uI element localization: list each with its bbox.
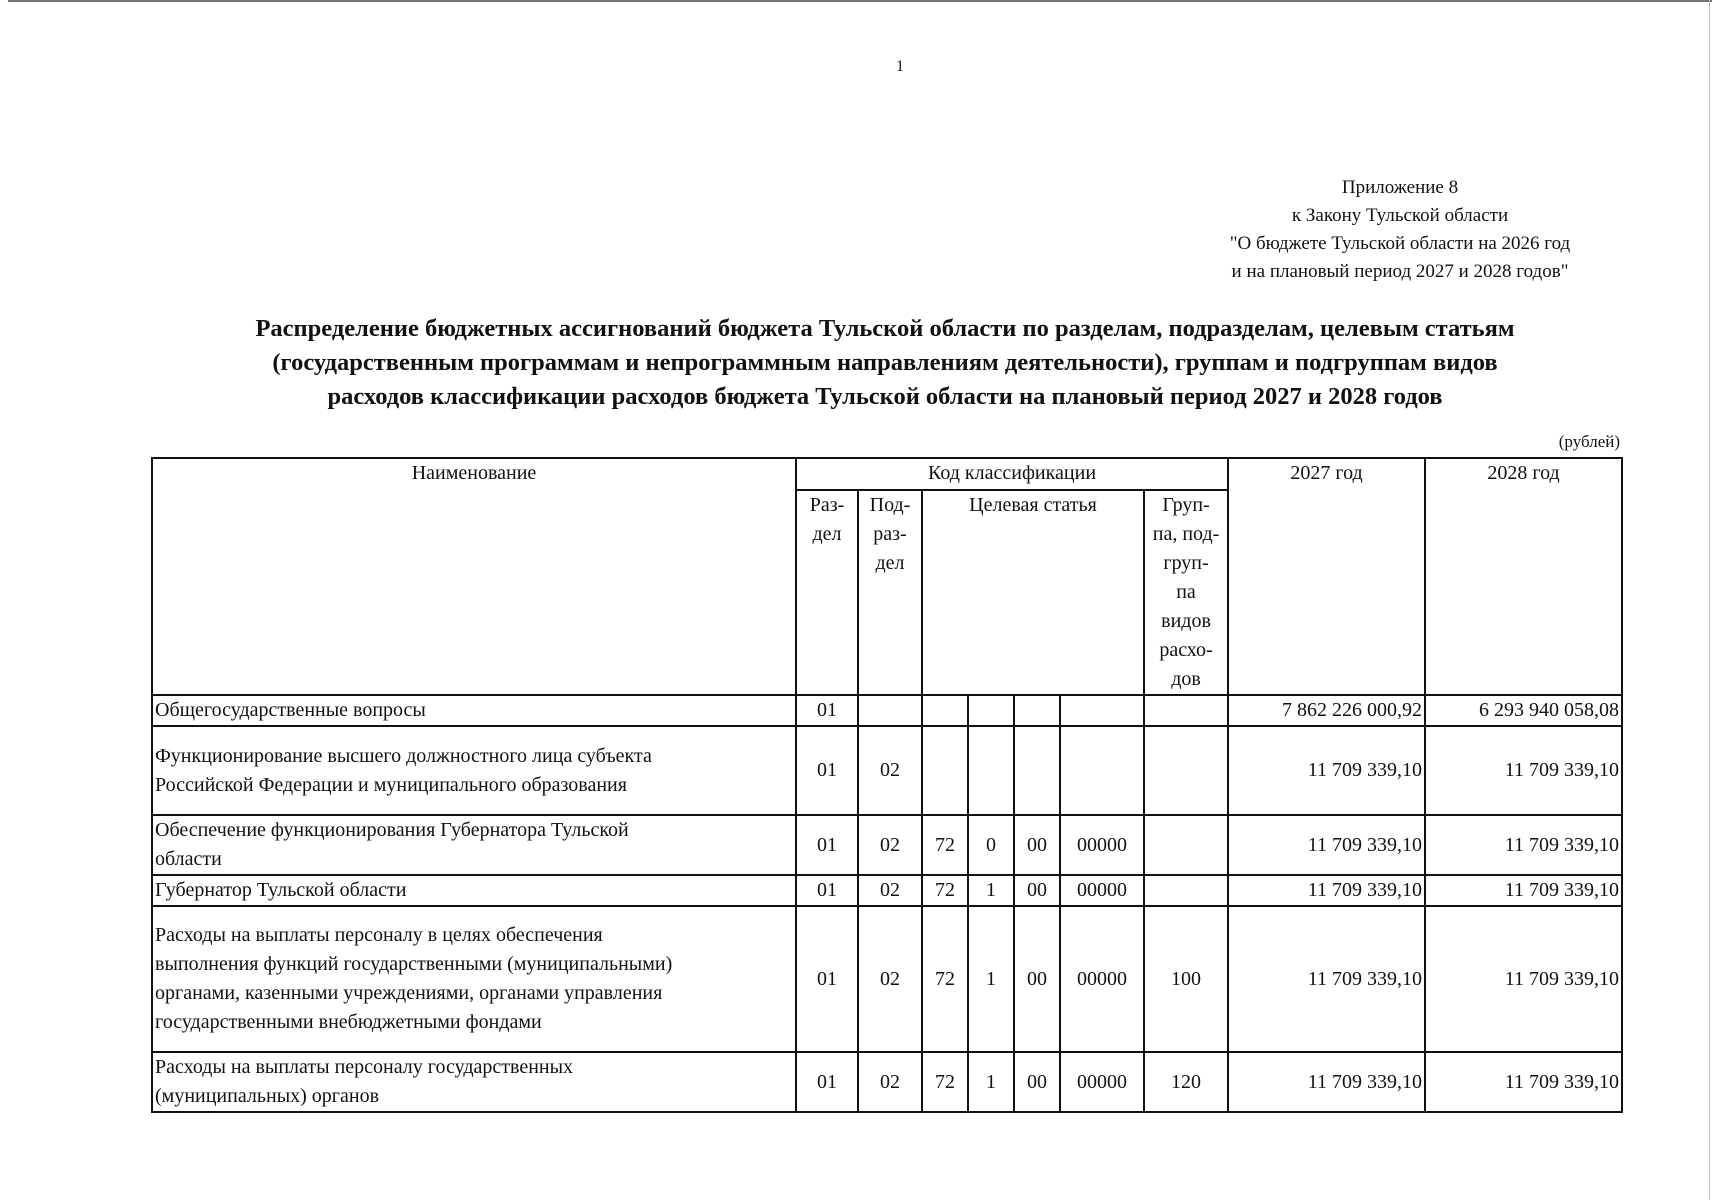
header-row xyxy=(152,458,1622,490)
row-target-1: 72 xyxy=(922,815,968,875)
row-name xyxy=(152,815,796,875)
row-subsection: 02 xyxy=(858,875,922,906)
table-row xyxy=(152,906,1622,1052)
header-group-line: видов xyxy=(1161,610,1211,632)
row-name-line: Губернатор Тульской области xyxy=(155,879,407,901)
table-row xyxy=(152,726,1622,815)
units-label: (рублей) xyxy=(1558,432,1620,451)
appendix-line: Приложение 8 xyxy=(1341,177,1459,198)
header-group-line: па, под- xyxy=(1152,523,1220,545)
title-line: расходов классификации расходов бюджета Тульской области на плановый период 2027 и 2028 годов xyxy=(327,383,1443,410)
row-name-line: Обеспечение функционирования Губернатора Тульской xyxy=(155,819,629,841)
appendix-line: "О бюджете Тульской области на 2026 год xyxy=(1229,233,1571,254)
appendix-line: и на плановый период 2027 и 2028 годов" xyxy=(1231,261,1569,282)
row-name-line: области xyxy=(155,848,222,870)
header-section xyxy=(796,490,858,695)
row-name xyxy=(152,1052,796,1112)
row-target-3: 00 xyxy=(1014,906,1060,1052)
row-target-2: 0 xyxy=(968,815,1014,875)
header-group-line: расхо- xyxy=(1159,639,1213,661)
appendix-line: к Закону Тульской области xyxy=(1291,205,1509,226)
row-target-3: 00 xyxy=(1014,875,1060,906)
row-target-3 xyxy=(1014,726,1060,815)
row-amount-2028: 11 709 339,10 xyxy=(1425,726,1622,815)
row-group: 120 xyxy=(1144,1052,1228,1112)
row-target-2 xyxy=(968,695,1014,726)
row-target-1: 72 xyxy=(922,875,968,906)
header-group-line: Груп- xyxy=(1162,494,1210,516)
document-title xyxy=(150,312,1620,414)
row-name-line: органами, казенными учреждениями, органами управления xyxy=(155,982,663,1004)
header-group-line: груп- xyxy=(1163,552,1209,574)
header-year-2027: 2027 год xyxy=(1228,458,1425,695)
row-amount-2028: 6 293 940 058,08 xyxy=(1425,695,1622,726)
table-row xyxy=(152,815,1622,875)
header-section-line: дел xyxy=(812,523,842,545)
row-subsection xyxy=(858,695,922,726)
row-target-2: 1 xyxy=(968,1052,1014,1112)
header-subsection-line: раз- xyxy=(873,523,907,545)
row-name xyxy=(152,695,796,726)
row-amount-2028: 11 709 339,10 xyxy=(1425,875,1622,906)
header-group-line: па xyxy=(1176,581,1196,603)
table-row xyxy=(152,875,1622,906)
header-target-article: Целевая статья xyxy=(922,490,1144,695)
row-name xyxy=(152,906,796,1052)
row-target-1 xyxy=(922,695,968,726)
row-group: 100 xyxy=(1144,906,1228,1052)
row-name-line: Расходы на выплаты персоналу государственных xyxy=(155,1056,574,1078)
header-subsection-line: Под- xyxy=(869,494,911,516)
row-amount-2027: 11 709 339,10 xyxy=(1228,906,1425,1052)
row-target-4: 00000 xyxy=(1060,875,1144,906)
row-name-line: Расходы на выплаты персоналу в целях обеспечения xyxy=(155,924,603,946)
row-section: 01 xyxy=(796,906,858,1052)
row-name-line: Общегосударственные вопросы xyxy=(155,699,426,721)
row-amount-2028: 11 709 339,10 xyxy=(1425,1052,1622,1112)
row-amount-2027: 7 862 226 000,92 xyxy=(1228,695,1425,726)
title-line: (государственным программам и непрограммным направлениям деятельности), группам и подгруппам видов xyxy=(272,349,1498,376)
budget-table xyxy=(151,457,1623,1113)
row-section: 01 xyxy=(796,695,858,726)
table-row xyxy=(152,695,1622,726)
header-section-line: Раз- xyxy=(809,494,845,516)
page-number: 1 xyxy=(896,58,904,75)
row-subsection: 02 xyxy=(858,906,922,1052)
row-amount-2027: 11 709 339,10 xyxy=(1228,1052,1425,1112)
row-target-4: 00000 xyxy=(1060,815,1144,875)
header-group xyxy=(1144,490,1228,695)
row-target-1: 72 xyxy=(922,906,968,1052)
header-subsection-line: дел xyxy=(875,552,905,574)
appendix-reference xyxy=(1150,174,1650,286)
header-code: Код классификации xyxy=(796,458,1228,490)
row-section: 01 xyxy=(796,875,858,906)
row-name-line: государственными внебюджетными фондами xyxy=(155,1011,542,1033)
header-subsection xyxy=(858,490,922,695)
row-target-2 xyxy=(968,726,1014,815)
row-subsection: 02 xyxy=(858,1052,922,1112)
header-group-line: дов xyxy=(1171,668,1201,690)
page-right-border xyxy=(1709,0,1710,1200)
row-group xyxy=(1144,695,1228,726)
row-name xyxy=(152,875,796,906)
row-target-3 xyxy=(1014,695,1060,726)
row-section: 01 xyxy=(796,815,858,875)
row-target-4: 00000 xyxy=(1060,1052,1144,1112)
row-name xyxy=(152,726,796,815)
row-target-4 xyxy=(1060,726,1144,815)
row-target-2: 1 xyxy=(968,906,1014,1052)
row-subsection: 02 xyxy=(858,815,922,875)
row-group xyxy=(1144,726,1228,815)
row-target-3: 00 xyxy=(1014,1052,1060,1112)
row-name-line: Российской Федерации и муниципального образования xyxy=(155,773,627,796)
row-subsection: 02 xyxy=(858,726,922,815)
row-target-1: 72 xyxy=(922,1052,968,1112)
row-amount-2027: 11 709 339,10 xyxy=(1228,875,1425,906)
row-amount-2028: 11 709 339,10 xyxy=(1425,906,1622,1052)
row-name-line: (муниципальных) органов xyxy=(155,1085,380,1107)
row-target-2: 1 xyxy=(968,875,1014,906)
row-section: 01 xyxy=(796,726,858,815)
row-name-line: выполнения функций государственными (муниципальными) xyxy=(155,953,673,975)
row-amount-2027: 11 709 339,10 xyxy=(1228,815,1425,875)
page-top-border xyxy=(8,0,1712,2)
row-target-4: 00000 xyxy=(1060,906,1144,1052)
row-group xyxy=(1144,815,1228,875)
row-group xyxy=(1144,875,1228,906)
row-amount-2027: 11 709 339,10 xyxy=(1228,726,1425,815)
row-name-line: Функционирование высшего должностного лица субъекта xyxy=(155,744,652,767)
header-year-2028: 2028 год xyxy=(1425,458,1622,695)
header-name: Наименование xyxy=(152,458,796,695)
title-line: Распределение бюджетных ассигнований бюджета Тульской области по разделам, подразделам, целевым статьям xyxy=(255,315,1515,342)
row-target-1 xyxy=(922,726,968,815)
row-section: 01 xyxy=(796,1052,858,1112)
row-target-4 xyxy=(1060,695,1144,726)
row-target-3: 00 xyxy=(1014,815,1060,875)
row-amount-2028: 11 709 339,10 xyxy=(1425,815,1622,875)
table-row xyxy=(152,1052,1622,1112)
